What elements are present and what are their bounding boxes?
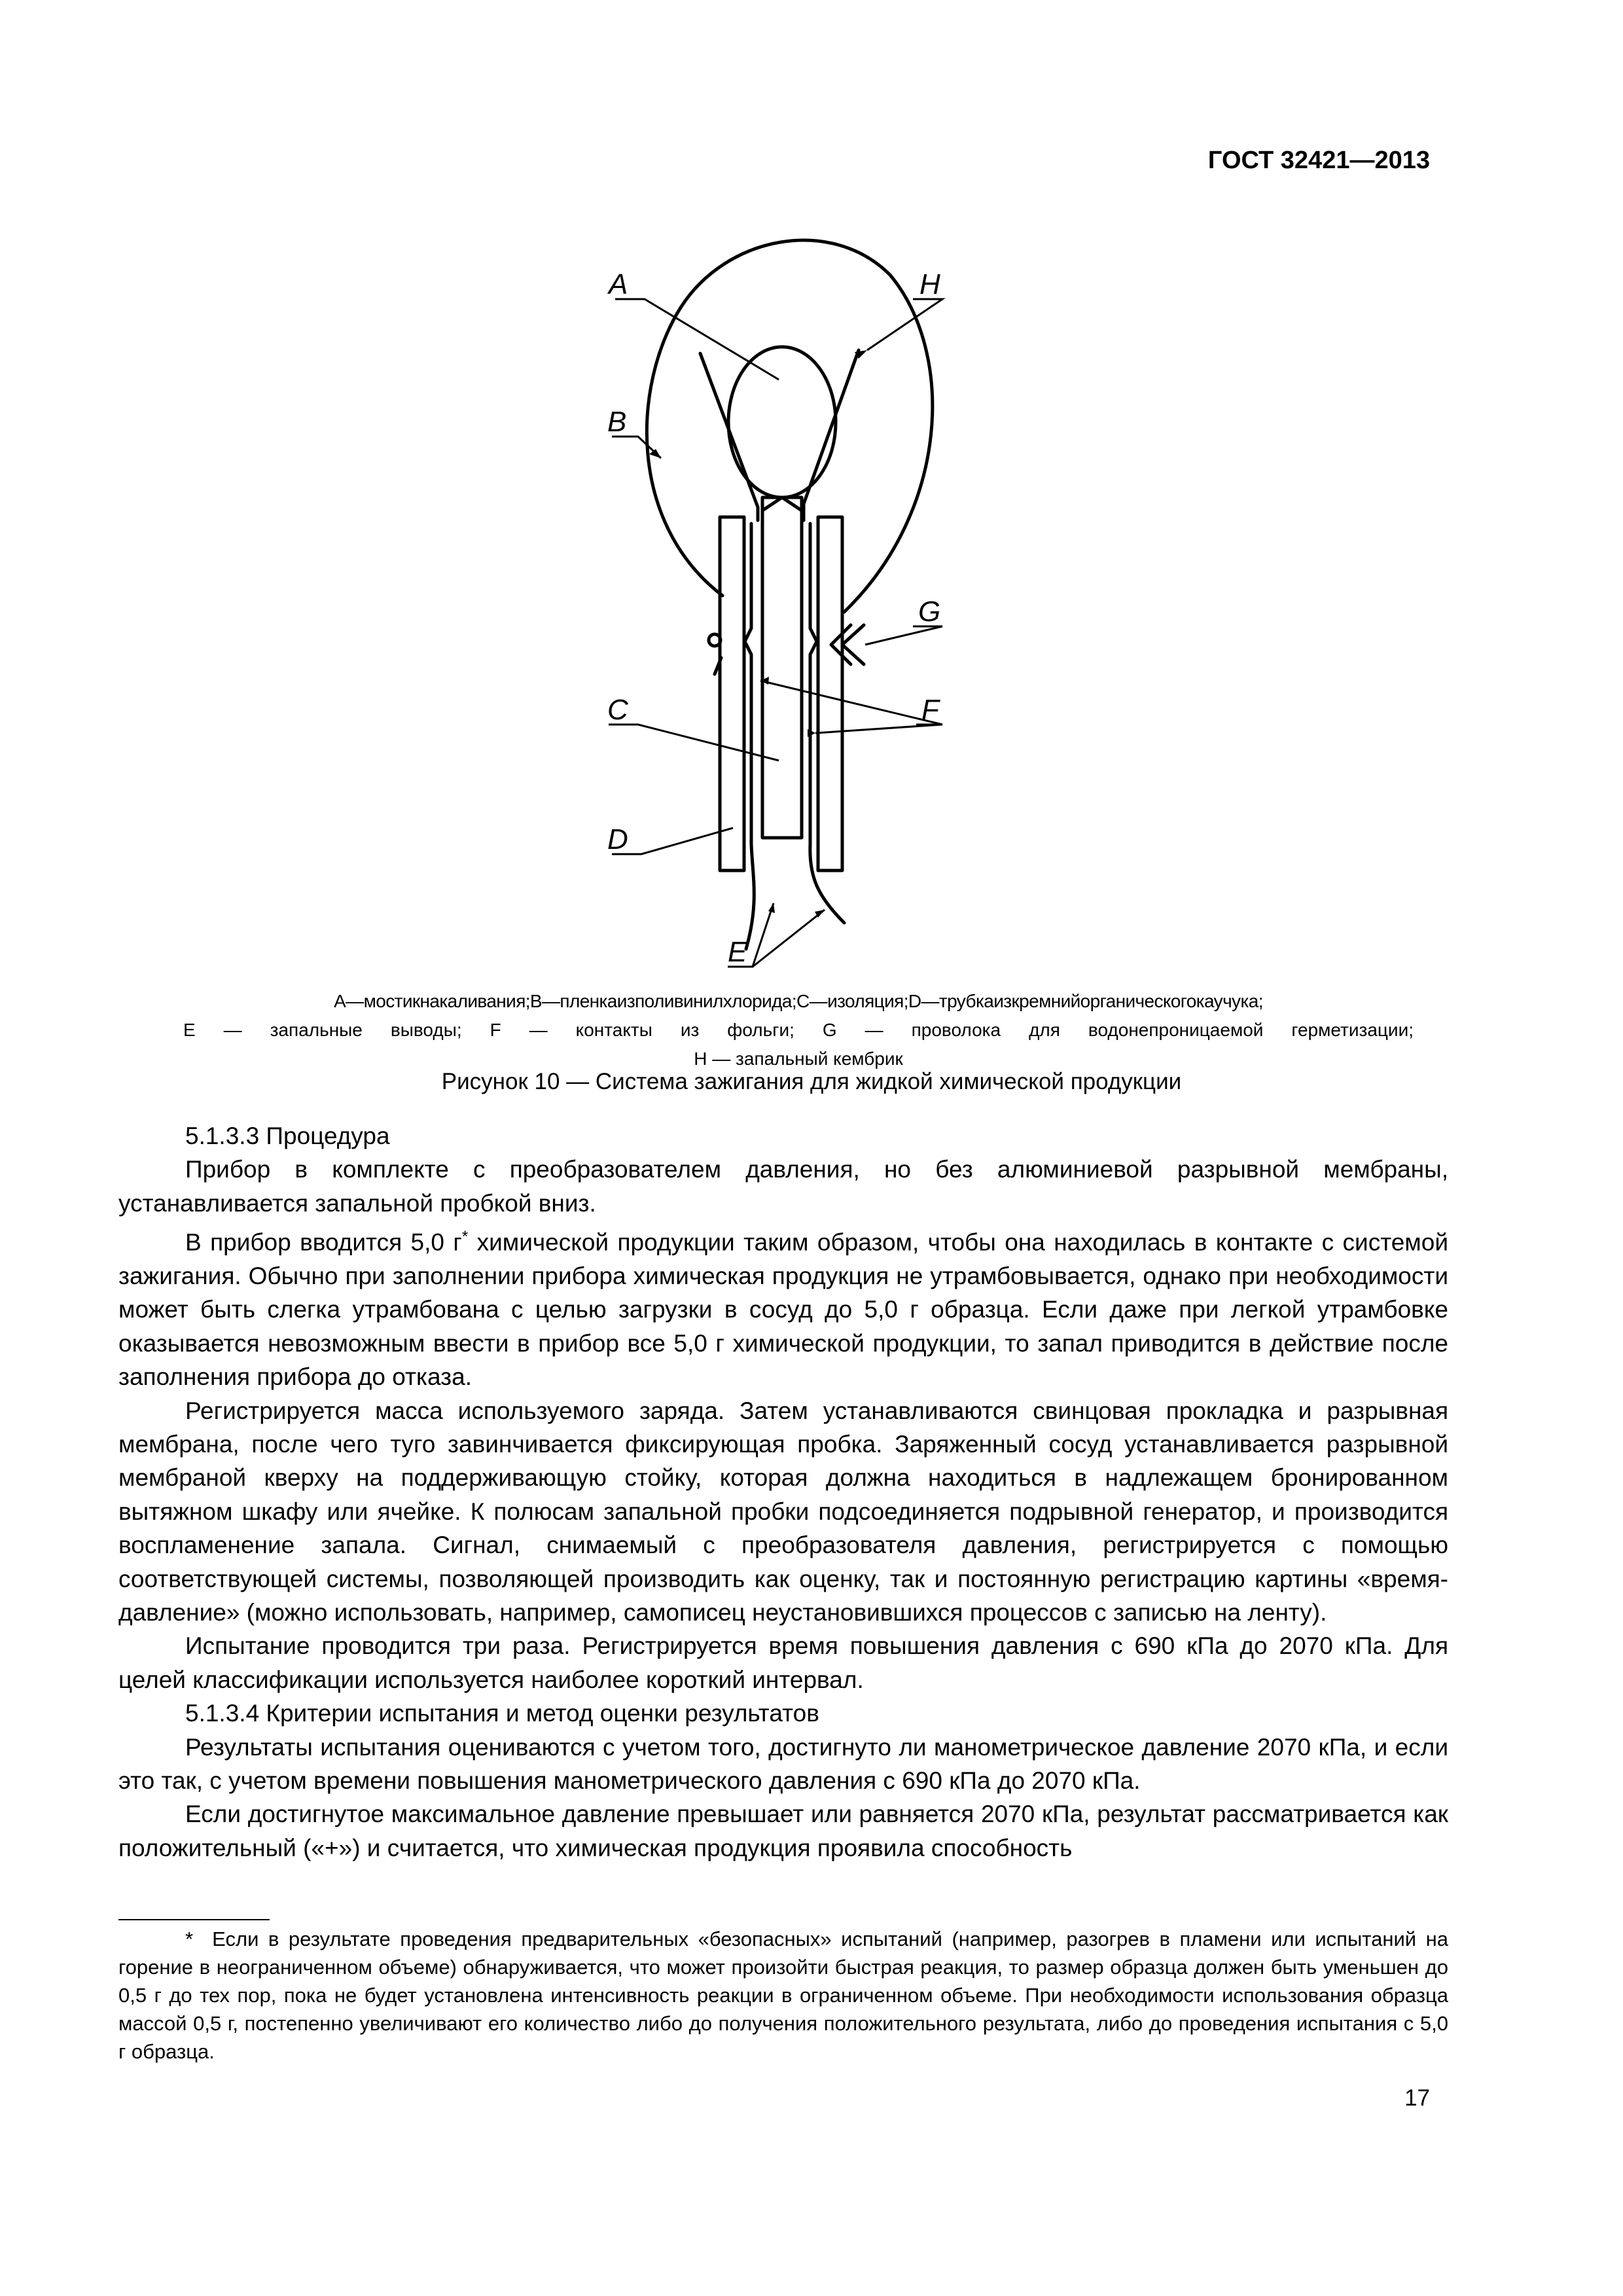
section-heading-procedure: 5.1.3.3 Процедура: [185, 1122, 390, 1149]
paragraph-3: Регистрируется масса используемого заряда. Затем устанавливаются свинцовая прокладка и разрывная мембрана, после чего туго завинчивается фиксирующая пробка. Заряженный сосуд устанавливается разрывной мембраной кверху на поддерживающую стойку, которая должна находиться в надлежащем бронированном вытяжном шкафу или ячейке. К полюсам запальной пробки подсоединяется подрывной генератор, и производится воспламенение запала. Сигнал, снимаемый с преобразователя давления, регистрируется с помощью соответствующей системы, позволяющей производить как оценку, так и постоянную регистрацию картины «время-давление» (можно использовать, например, самописец неустановившихся процессов с записью на ленту).: [118, 1397, 1448, 1626]
ignition-system-diagram: [0, 0, 1623, 995]
label-F: F: [921, 694, 939, 726]
label-H: H: [919, 268, 940, 300]
footnote-mark: *: [185, 1928, 194, 1950]
figure-legend: [183, 987, 1414, 1073]
label-G: G: [918, 596, 941, 628]
label-A: A: [609, 268, 628, 300]
igniter-fuse-right: [804, 350, 859, 520]
insulation: [762, 497, 802, 838]
label-D: D: [607, 823, 628, 855]
label-C: C: [607, 694, 628, 726]
section-heading-criteria: 5.1.3.4 Критерии испытания и метод оценки результатов: [185, 1700, 819, 1727]
legend-line-2: E — запальные выводы; F — контакты из фольги; G — проволока для водонепроницаемой герметизации;: [183, 1020, 1414, 1040]
lead-wire-left: [746, 844, 754, 949]
pvc-film-envelope: [647, 240, 932, 612]
footnote: [118, 1925, 1448, 2066]
document-body: [118, 1119, 1448, 1865]
footnote-reference[interactable]: *: [461, 1228, 469, 1246]
page-number: 17: [1404, 2085, 1430, 2111]
silicone-tube-left: [720, 517, 744, 870]
paragraph-1: Прибор в комплекте с преобразователем давления, но без алюминиевой разрывной мембраны, устанавливается запальной пробкой вниз.: [118, 1156, 1448, 1217]
paragraph-2-rest: химической продукции таким образом, чтобы она находилась в контакте с системой зажигания. Обычно при заполнении прибора химическая продукция не утрамбовывается, однако при необходимости может быть слегка утрамбована с целью загрузки в сосуд до 5,0 г образца. Если даже при легкой утрамбовке оказывается невозможным ввести в прибор все 5,0 г химической продукции, то запал приводится в действие после заполнения прибора до отказа.: [118, 1229, 1448, 1391]
silicone-tube-right: [818, 517, 842, 870]
document-id: ГОСТ 32421—2013: [1207, 147, 1430, 174]
paragraph-5: Результаты испытания оцениваются с учетом того, достигнуто ли манометрическое давление 2070 кПа, и если это так, с учетом времени повышения манометрического давления с 690 кПа до 2070 кПа.: [118, 1733, 1448, 1795]
label-E: E: [728, 936, 747, 968]
ignition-system-figure: [0, 0, 1623, 995]
label-B: B: [607, 406, 627, 438]
foil-contact-right: [810, 524, 817, 844]
lead-wire-right: [810, 844, 844, 923]
footnote-divider: [118, 1919, 270, 1920]
paragraph-6: Если достигнутое максимальное давление превышает или равняется 2070 кПа, результат рассматривается как положительный («+») и считается, что химическая продукция проявила способность: [118, 1801, 1448, 1861]
figure-caption: Рисунок 10 — Система зажигания для жидкой химической продукции: [441, 1069, 1182, 1094]
paragraph-4: Испытание проводится три раза. Регистрируется время повышения давления с 690 кПа до 2070 кПа. Для целей классификации используется наиболее короткий интервал.: [118, 1632, 1448, 1693]
paragraph-2-start: В прибор вводится 5,0 г: [185, 1229, 462, 1256]
footnote-text: Если в результате проведения предварительных «безопасных» испытаний (например, разогрев в пламени или испытаний на горение в неограниченном объеме) обнаруживается, что может произойти быстрая реакция, то размер образца должен быть уменьшен до 0,5 г до тех пор, пока не будет установлена интенсивность реакции в ограниченном объеме. При необходимости использования образца массой 0,5 г, постепенно увеличивают его количество либо до получения положительного результата, либо до проведения испытания с 5,0 г образца.: [118, 1928, 1448, 2063]
legend-line-3: H — запальный кембрик: [694, 1049, 903, 1069]
legend-line-1: A—мостикнакаливания;B—пленкаизполивинилхлорида;C—изоляция;D—трубкаизкремнийорганическогокаучука;: [334, 991, 1263, 1011]
paragraph-2: [118, 1220, 1448, 1393]
